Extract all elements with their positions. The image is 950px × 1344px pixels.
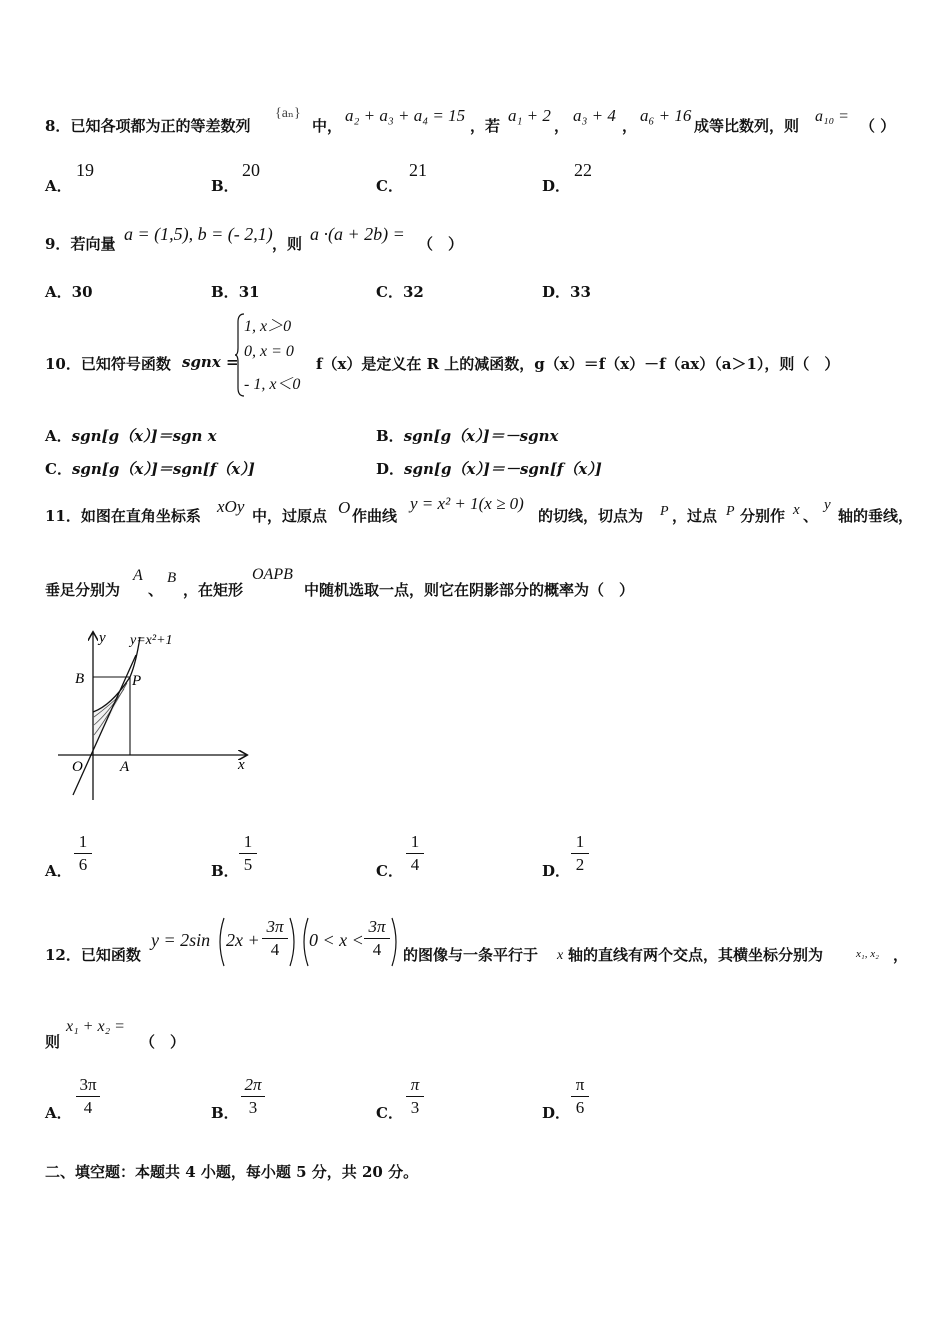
q11-option-b-num: 1	[243, 832, 253, 851]
q10-case2: 0, x = 0	[244, 343, 294, 360]
q12-option-b-frac	[241, 1075, 265, 1118]
q11-number: 11．	[45, 507, 81, 525]
q11-option-d-label: D．	[542, 862, 571, 880]
q11-y: y	[824, 497, 831, 513]
q9-option-b-label: B．	[211, 283, 239, 301]
q11-figure	[50, 625, 255, 805]
q10-option-d-label: D．	[376, 460, 405, 478]
q11-option-b-den: 5	[243, 855, 253, 874]
q12-frac-2-den: 4	[372, 940, 382, 959]
q9-option-c-label: C．	[376, 283, 403, 301]
q12-option-d-frac	[571, 1075, 589, 1118]
q11-foot-b: B	[167, 570, 177, 586]
q11-foot-a: A	[133, 567, 143, 584]
q8-sep1: ，	[554, 117, 570, 135]
q8-text3: ，若	[470, 117, 501, 135]
q11-line2-text1: 垂足分别为	[45, 581, 121, 599]
q12-sum: x₁ + x₂ =	[66, 1018, 125, 1035]
q12-option-a-frac	[76, 1075, 100, 1118]
q10-option-c-label: C．	[45, 460, 72, 478]
q12-text1: 已知函数	[80, 946, 141, 964]
q11-option-a-label: A．	[45, 862, 72, 880]
q11-option-c-frac	[406, 832, 424, 875]
q12-frac-1-num: 3π	[266, 917, 284, 936]
q11-option-a-num: 1	[78, 832, 88, 851]
q11-option-b-label: B．	[211, 862, 239, 880]
q12-domain: 0 < x <	[309, 930, 364, 950]
q11-curve: y = x² + 1(x ≥ 0)	[410, 494, 524, 513]
q9-option-a-label: A．	[45, 283, 72, 301]
q11-origin: O	[338, 498, 351, 517]
q12-option-b-num: 2π	[244, 1075, 262, 1094]
q12-option-a-label: A．	[45, 1104, 72, 1122]
q11-line2-text3: 中随机选取一点，则它在阴影部分的概率为（ ）	[304, 581, 635, 599]
q9-option-b	[211, 281, 260, 302]
q11-option-d-frac	[571, 832, 589, 875]
q11-text4: 的切线，切点为	[538, 507, 644, 525]
q10-option-c-value: sgn[g（x）]＝sgn[f（x）]	[71, 460, 255, 478]
q8-sep2: ，	[622, 117, 638, 135]
q12-comma: ，	[893, 946, 909, 964]
q8-sum: a₂ + a₃ + a₄ = 15	[345, 106, 466, 125]
q10-option-c	[45, 458, 255, 479]
q12-text3: 轴的直线有两个交点，其横坐标分别为	[568, 946, 824, 964]
q12-text2: 的图像与一条平行于	[403, 946, 539, 964]
q10-option-a-value: sgn[g（x）]＝sgn x	[71, 427, 217, 445]
q10-text2: f（x）是定义在 R 上的减函数，g（x）＝f（x）－f（ax）（a＞1），则（ ）	[316, 355, 840, 373]
q12-rparen-2	[390, 916, 402, 968]
q11-label-y: y	[99, 630, 106, 646]
q8-seq: {aₙ}	[275, 106, 301, 121]
q10-option-d-value: sgn[g（x）]＝－sgn[f（x）]	[404, 460, 602, 478]
q12-option-d-num: π	[575, 1075, 585, 1094]
q11-label-x: x	[238, 757, 245, 773]
q11-option-d-num: 1	[575, 832, 585, 851]
q12-option-c-label: C．	[376, 1104, 403, 1122]
q8-line	[45, 115, 250, 136]
q9-option-d-value: 33	[570, 283, 591, 301]
q8-text4: 成等比数列，则	[694, 117, 800, 135]
q11-point-p: P	[660, 504, 669, 519]
q8-term2: a₃ + 4	[573, 106, 616, 125]
q11-line2-text2: ，在矩形	[183, 581, 244, 599]
q9-expr: a ·(a + 2b) =	[310, 224, 405, 244]
q10-option-d	[376, 458, 602, 479]
q8-option-d-label: D．	[542, 177, 571, 195]
q11-label-b: B	[75, 671, 85, 687]
q11-text2: 中，过原点	[252, 507, 328, 525]
q11-label-o: O	[72, 759, 83, 775]
q9-option-d	[542, 281, 591, 302]
q12-option-c-frac	[406, 1075, 424, 1118]
q11-option-c-label: C．	[376, 862, 403, 880]
q10-case1: 1, x＞0	[244, 318, 292, 335]
q11-option-c-num: 1	[410, 832, 420, 851]
q11-text7: 轴的垂线，	[838, 507, 914, 525]
q11-text5: ，过点	[672, 507, 718, 525]
q12-line2-text1: 则	[45, 1033, 61, 1051]
q11-point-p2: P	[726, 504, 735, 519]
q8-target: a₁₀ =	[815, 108, 849, 125]
q8-paren: （ ）	[860, 117, 896, 135]
q11-dun: 、	[803, 507, 819, 525]
q10-option-a-label: A．	[45, 427, 72, 445]
q11-option-a-frac	[74, 832, 92, 875]
q12-option-a-num: 3π	[79, 1075, 97, 1094]
q12-option-d-den: 6	[575, 1098, 585, 1117]
q10-line	[45, 353, 171, 374]
q8-text1: 已知各项都为正的等差数列	[70, 117, 251, 135]
q9-line	[45, 233, 115, 254]
q10-option-b-value: sgn[g（x）]＝－sgnx	[403, 427, 559, 445]
q8-number: 8．	[45, 117, 71, 135]
q8-term3: a₆ + 16	[640, 106, 692, 125]
q12-frac-2-num: 3π	[368, 917, 386, 936]
q11-option-d-den: 2	[575, 855, 585, 874]
q12-frac-2	[364, 917, 390, 960]
q9-paren: （ ）	[418, 235, 464, 253]
q12-line1a	[45, 944, 141, 965]
q9-option-a-value: 30	[71, 283, 93, 301]
q12-option-c-num: π	[410, 1075, 420, 1094]
q12-lparen-1	[214, 916, 226, 968]
q10-text1: 已知符号函数	[80, 355, 171, 373]
q11-text1: 如图在直角坐标系	[80, 507, 201, 525]
q11-text3: 作曲线	[352, 507, 398, 525]
q12-option-d-label: D．	[542, 1104, 571, 1122]
q11-label-a: A	[120, 759, 130, 775]
q11-option-a-den: 6	[78, 855, 88, 874]
q9-option-c-value: 32	[402, 283, 424, 301]
q10-option-b-label: B．	[376, 427, 404, 445]
q11-option-b-frac	[239, 832, 257, 875]
q12-paren: （ ）	[140, 1033, 186, 1051]
q9-option-a	[45, 281, 93, 302]
q8-option-a-value: 19	[76, 160, 94, 180]
q11-x: x	[793, 502, 800, 518]
q9-option-d-label: D．	[542, 283, 571, 301]
q10-option-a	[45, 425, 217, 446]
q12-option-b-label: B．	[211, 1104, 239, 1122]
q10-option-b	[376, 425, 558, 446]
q8-option-d-value: 22	[574, 160, 592, 180]
section2-title: 二、填空题：本题共 4 小题，每小题 5 分，共 20 分。	[45, 1163, 419, 1181]
q8-term1: a₁ + 2	[508, 106, 551, 125]
q12-xvar: x	[557, 948, 564, 963]
q12-arg: 2x +	[226, 930, 260, 950]
q12-number: 12．	[45, 946, 81, 964]
q12-option-a-den: 4	[83, 1098, 93, 1117]
q10-fn: sgnx =	[182, 353, 239, 371]
q12-frac-1	[262, 917, 288, 960]
q9-option-b-value: 31	[238, 283, 260, 301]
q8-option-b-value: 20	[242, 160, 260, 180]
q9-text1: 若向量	[70, 235, 116, 253]
q11-line1a	[45, 505, 201, 526]
q9-option-c	[376, 281, 424, 302]
q11-option-c-den: 4	[410, 855, 420, 874]
q8-text2: 中，	[312, 117, 343, 135]
q12-frac-1-den: 4	[270, 940, 280, 959]
q11-label-curve: y=x²+1	[130, 633, 173, 648]
q12-xs: x₁, x₂	[856, 948, 879, 960]
q8-option-c-value: 21	[409, 160, 427, 180]
q8-option-b-label: B．	[211, 177, 239, 195]
q9-vectors: a = (1,5), b = (- 2,1)	[124, 224, 273, 244]
q10-number: 10．	[45, 355, 81, 373]
q11-sys: xOy	[217, 497, 245, 516]
q12-option-b-den: 3	[248, 1098, 258, 1117]
q8-option-a-label: A．	[45, 177, 72, 195]
q12-option-c-den: 3	[410, 1098, 420, 1117]
q9-number: 9．	[45, 235, 71, 253]
q12-fn-left: y = 2sin	[151, 930, 211, 950]
q9-text2: ，则	[272, 235, 303, 253]
q11-text6: 分别作	[740, 507, 786, 525]
q8-option-c-label: C．	[376, 177, 403, 195]
q10-case3: - 1, x＜0	[244, 376, 301, 393]
q11-dun2: 、	[148, 581, 164, 599]
q11-rect: OAPB	[252, 566, 293, 583]
q11-label-p: P	[132, 673, 142, 689]
